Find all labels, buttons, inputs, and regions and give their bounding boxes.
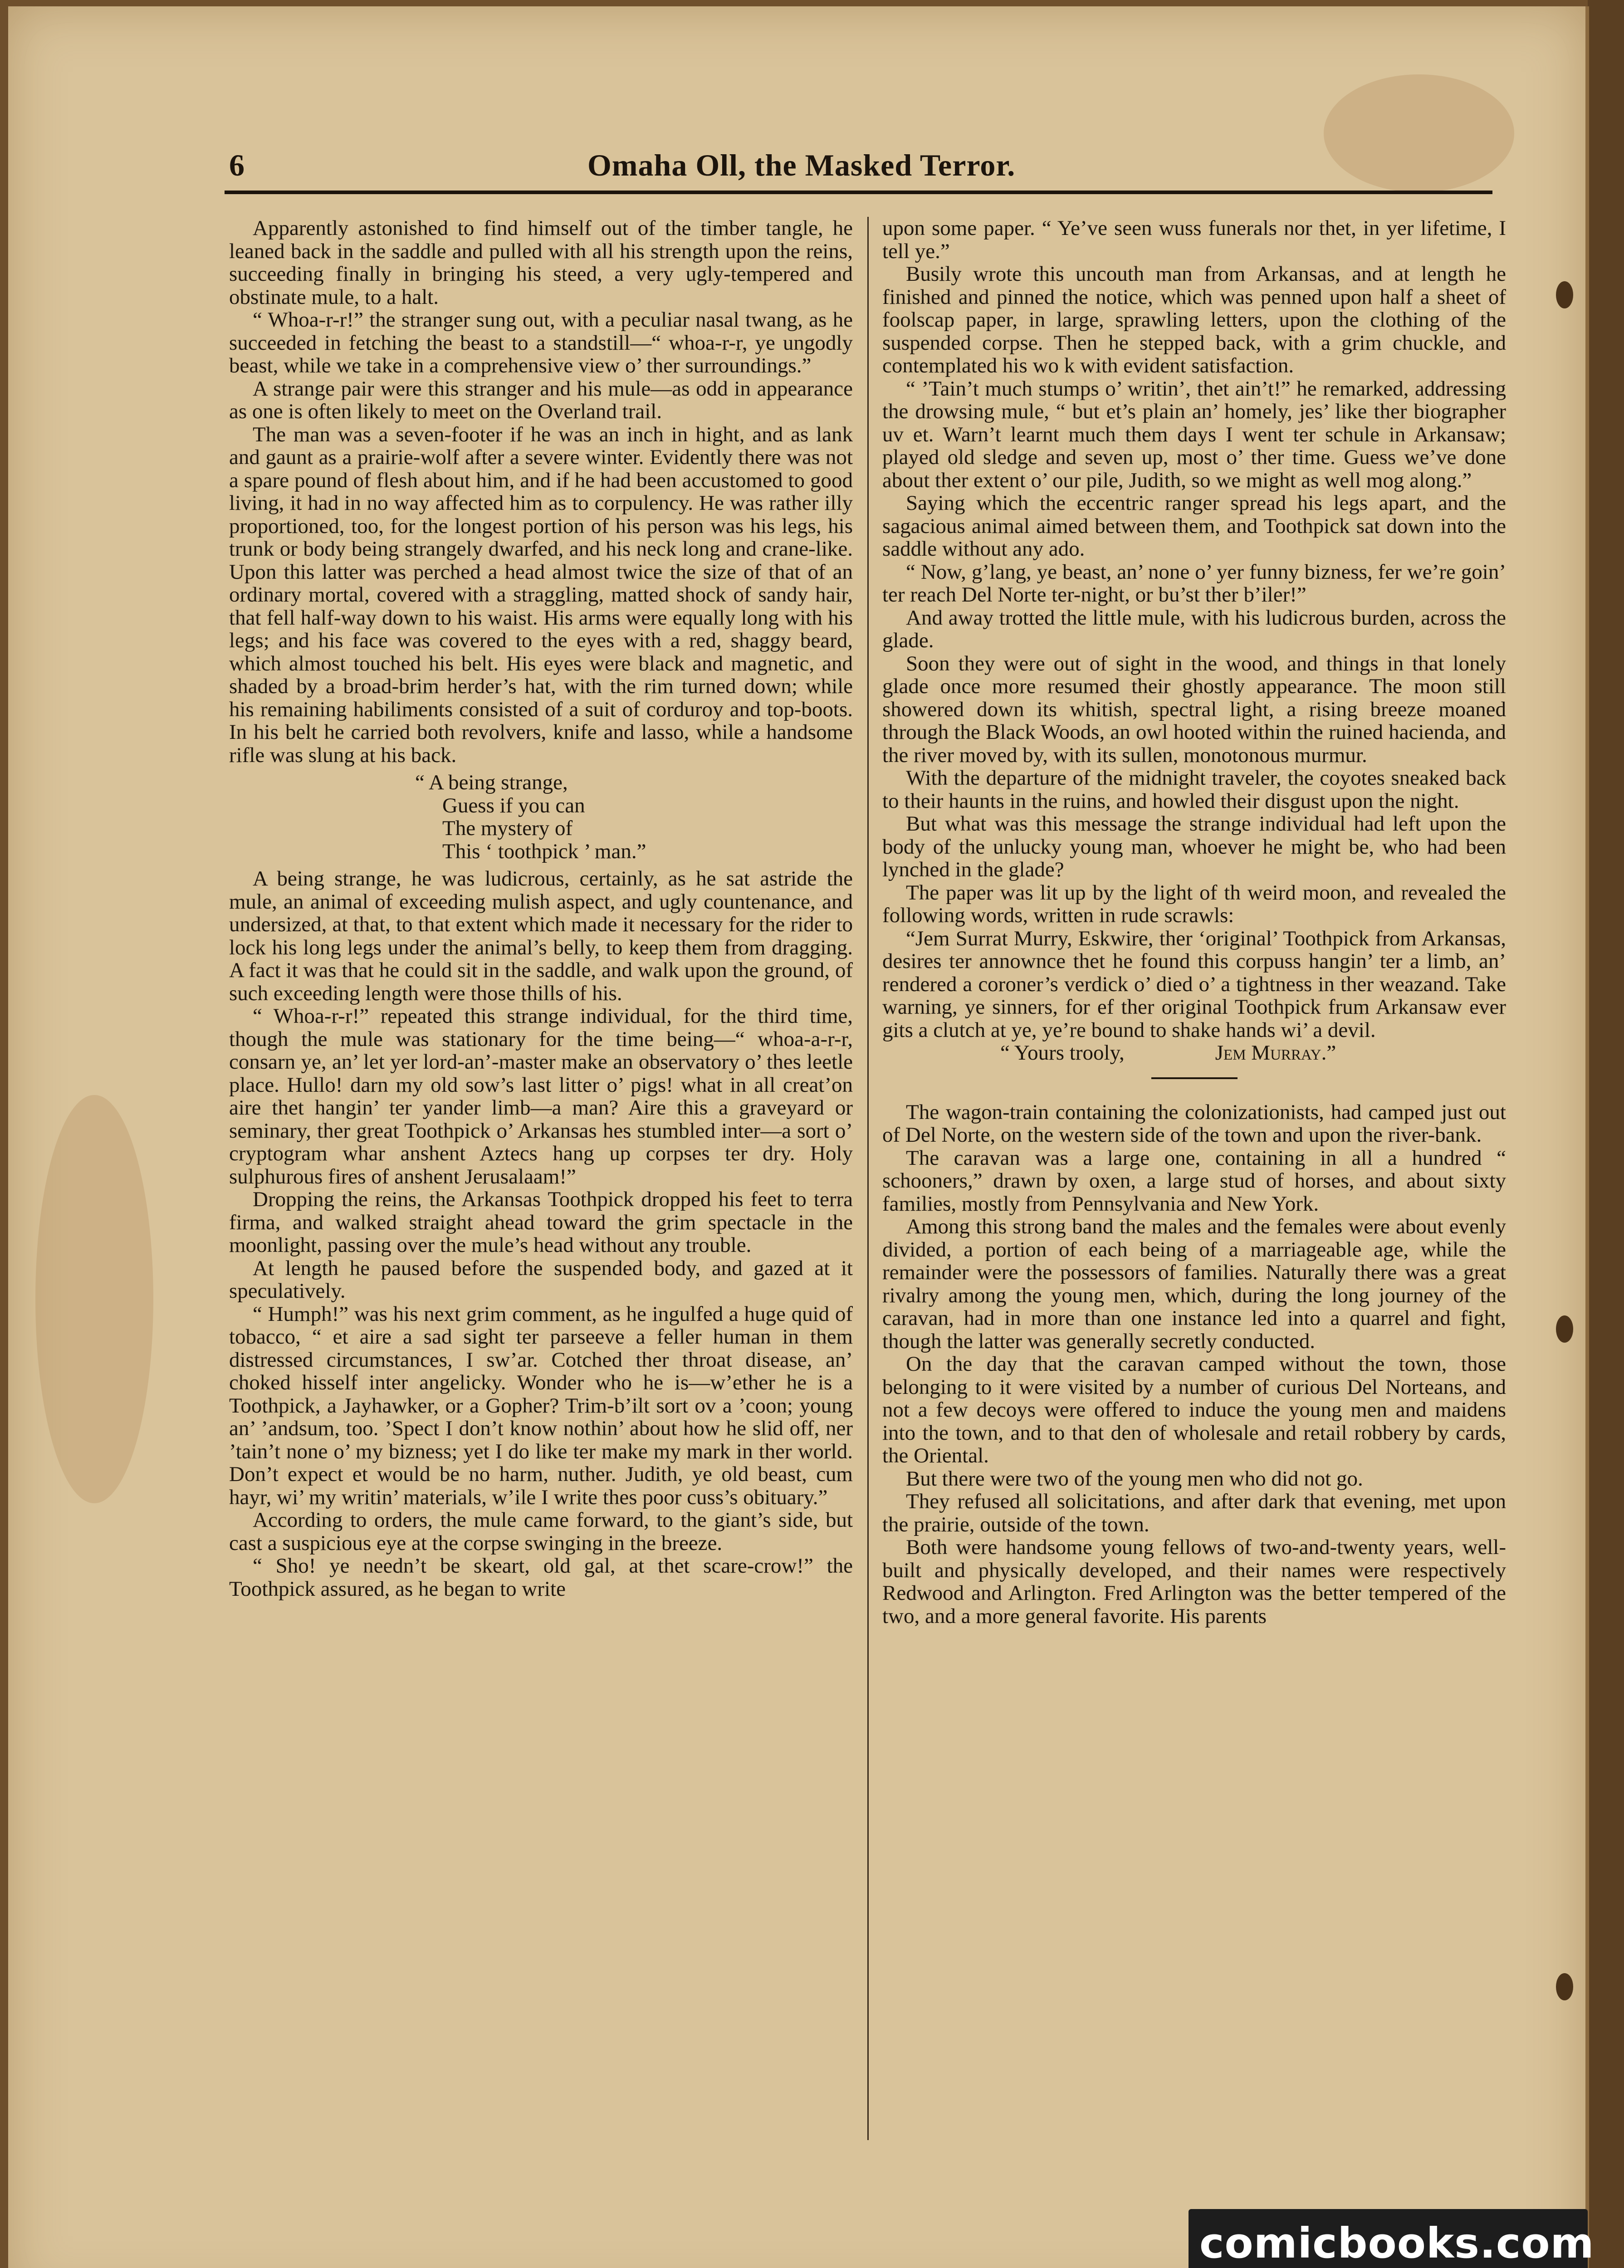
paragraph: The wagon-train containing the colonizationists, had camped just out of Del Norte, on the western side of the town and upon the river-bank.: [882, 1100, 1506, 1147]
running-title: Omaha Oll, the Masked Terror.: [587, 148, 1016, 182]
paragraph: The man was a seven-footer if he was an inch in hight, and as lank and gaunt as a prairie-wolf after a severe winter. Evidently there was not a spare pound of flesh about him, and if he had been accustomed to good living, it had in no way affected him as to corpulency. He was rather illy proportioned, too, for the longest portion of his person was his legs, his trunk or body being strangely dwarfed, and his neck long and crane-like. Upon this latter was perched a head almost twice the size of that of an ordinary mortal, covered with a straggling, matted shock of sandy hair, that fell half-way down to his waist. His arms were equally long with his legs; and his face was covered to the eyes with a red, shaggy beard, which almost touched his belt. His eyes were black and magnetic, and shaded by a broad-brim herder’s hat, with the rim turned down; while his remaining habiliments consisted of a suit of corduroy and top-boots. In his belt he carried both revolvers, knife and lasso, while a handsome rifle was slung at his back.: [229, 422, 853, 767]
paragraph: “ Sho! ye needn’t be skeart, old gal, at thet scare-crow!” the Toothpick assured, as he began to write: [229, 1554, 853, 1601]
paragraph: “ ’Tain’t much stumps o’ writin’, thet ain’t!” he remarked, addressing the drowsing mule, “ but et’s plain an’ homely, jes’ like ther biographer uv et. Warn’t learnt much them days I went ter schule in Arkansaw; played old sledge and seven up, most o’ ther time. Guess we’ve done about ther extent o’ our pile, Judith, so we might as well mog along.”: [882, 376, 1506, 492]
signoff: [882, 1041, 1506, 1065]
paragraph: The caravan was a large one, containing in all a hundred “ schooners,” drawn by oxen, a large stud of horses, and about sixty families, mostly from Pennsylvania and New York.: [882, 1146, 1506, 1216]
paragraph: But what was this message the strange individual had left upon the body of the unlucky young man, whoever he might be, who had been lynched in the glade?: [882, 812, 1506, 881]
right-column: [882, 217, 1506, 2149]
watermark: [1189, 2209, 1595, 2268]
page-fold: [1585, 6, 1589, 2268]
paragraph: Busily wrote this uncouth man from Arkansas, and at length he finished and pinned the notice, which was penned upon half a sheet of foolscap paper, in large, sprawling letters, upon the clothing of the suspended corpse. Then he stepped back, with a grim chuckle, and contemplated his wo k with evident satisfaction.: [882, 262, 1506, 377]
signoff-text: “ Yours trooly,: [1000, 1041, 1125, 1065]
paragraph: Among this strong band the males and the females were about evenly divided, a portion of each being of a marriageable age, while the remainder were the possessors of families. Naturally there was a great rivalry among the young men, which, during the long journey of the caravan, had in more than one instance led into a quarrel and fight, though the latter was generally secretly conducted.: [882, 1215, 1506, 1353]
paragraph: “ Now, g’lang, ye beast, an’ none o’ yer funny bizness, fer we’re goin’ ter reach Del Norte ter-night, or bu’st ther b’iler!”: [882, 560, 1506, 606]
section-divider: [1151, 1077, 1238, 1079]
paragraph: With the departure of the midnight traveler, the coyotes sneaked back to their haunts in the ruins, and howled their disgust upon the night.: [882, 766, 1506, 813]
paragraph: They refused all solicitations, and after dark that evening, met upon the prairie, outside of the town.: [882, 1490, 1506, 1536]
paragraph: But there were two of the young men who did not go.: [906, 1466, 1363, 1491]
paper-stain: [35, 1095, 153, 1503]
paragraph: On the day that the caravan camped without the town, those belonging to it were visited by a number of curious Del Norteans, and not a few decoys were offered to induce the young men and maidens into the town, and to that den of wholesale and retail robbery by cards, the Oriental.: [882, 1352, 1506, 1467]
verse-line: This ‘ toothpick ’ man.”: [442, 839, 646, 863]
paragraph: Apparently astonished to find himself out of the timber tangle, he leaned back in the saddle and pulled with all his strength upon the reins, succeeding finally in bringing his steed, a very ugly-tempered and obstinate mule, to a halt.: [229, 217, 853, 309]
verse-line: Guess if you can: [442, 793, 585, 817]
verse-line: The mystery of: [442, 816, 573, 840]
verse-line: “ A being strange,: [415, 771, 568, 794]
paragraph: upon some paper. “ Ye’ve seen wuss funerals nor thet, in yer lifetime, I tell ye.”: [882, 217, 1506, 263]
paragraph: And away trotted the little mule, with his ludicrous burden, across the glade.: [882, 606, 1506, 652]
binding-hole: [1556, 281, 1573, 308]
paragraph: “ Whoa-r-r!” repeated this strange individual, for the third time, though the mule was stationary for the time being—“ whoa-a-r-r, consarn ye, an’ let yer lord-an’-master make an observatory o’ thes leetle place. Hullo! darn my old sow’s last litter o’ pigs! what in all creat’on aire thet hangin’ ter yander limb—a man? Aire this a graveyard or seminary, ther great Toothpick o’ Arkansas hes stumbled inter—a sort o’ cryptogram whar anshent Aztecs hang up corpses ter dry. Holy sulphurous fires of anshent Jerusalaam!”: [229, 1004, 853, 1188]
paragraph: Saying which the eccentric ranger spread his legs apart, and the sagacious animal aimed between them, and Toothpick sat down into the saddle without any ado.: [882, 491, 1506, 561]
left-column: [229, 217, 853, 2149]
paragraph: A being strange, he was ludicrous, certainly, as he sat astride the mule, an animal of exceeding mulish aspect, and ugly countenance, and undersized, at that, to that extent which made it necessary for the rider to lock his long legs under the animal’s belly, to keep them from dragging. A fact it was that he could sit in the saddle, and walk upon the ground, of such exceeding length were those thills of his.: [229, 867, 853, 1005]
binding-hole: [1556, 1315, 1573, 1343]
paragraph: “ Whoa-r-r!” the stranger sung out, with a peculiar nasal twang, as he succeeded in fetching the beast to a standstill—“ whoa-r-r, ye ungodly beast, while we take in a comprehensive view o’ ther surroundings.”: [229, 308, 853, 377]
paragraph: According to orders, the mule came forward, to the giant’s side, but cast a suspicious eye at the corpse swinging in the breeze.: [229, 1508, 853, 1555]
page-number: 6: [229, 148, 245, 182]
paragraph: A strange pair were this stranger and his mule—as odd in appearance as one is often likely to meet on the Overland trail.: [229, 376, 853, 423]
paragraph: Dropping the reins, the Arkansas Toothpick dropped his feet to terra firma, and walked straight ahead toward the grim spectacle in the moonlight, passing over the mule’s head without any trouble.: [229, 1188, 853, 1257]
paragraph: Soon they were out of sight in the wood, and things in that lonely glade once more resumed their ghostly appearance. The moon still showered down its whitish, spectral light, a rising breeze moaned through the Black Woods, an owl hooted within the ruined hacienda, and the river moved by, with its sullen, monotonous murmur.: [882, 651, 1506, 767]
watermark-text: comicbooks.com: [1199, 2219, 1595, 2268]
adjacent-page-edge: [1588, 0, 1624, 2268]
header-rule: [225, 191, 1492, 194]
binding-hole: [1556, 1973, 1573, 2000]
paragraph: At length he paused before the suspended body, and gazed at it speculatively.: [229, 1256, 853, 1303]
paragraph: “ Humph!” was his next grim comment, as he ingulfed a huge quid of tobacco, “ et aire a sad sight ter parseeve a feller human in them distressed circumstances, I sw’ar. Cotched ther throat disease, an’ choked hisself inter angelicky. Wonder who he is—w’ether he is a Toothpick, a Jayhawker, or a Gopher? Trim-b’ilt sort ov a ’coon; young an’ ’andsum, too. ’Spect I don’t know nothin’ about how he slid off, ner ’tain’t none o’ my bizness; yet I do like ter make my mark in ther world. Don’t expect et would be no harm, nuther. Judith, ye old beast, cum hayr, wi’ my writin’ materials, w’ile I write thes poor cuss’s obituary.”: [229, 1302, 853, 1509]
paragraph: Both were handsome young fellows of two-and-twenty years, well-built and physically developed, and their names were respectively Redwood and Arlington. Fred Arlington was the better tempered of the two, and a more general favorite. His parents: [882, 1535, 1506, 1628]
verse: [415, 771, 853, 863]
signoff-name: Jem Murray.”: [1215, 1041, 1336, 1065]
paragraph: “Jem Surrat Murry, Eskwire, ther ‘original’ Toothpick from Arkansas, desires ter annownce thet he found this corpuss hangin’ ter a limb, an’ rendered a coroner’s verdick o’ died o’ a tightness in ther weazand. Take warning, ye sinners, for ef ther original Toothpick frum Arkansaw ever gits a clutch at ye, ye’re bound to shake hands wi’ a devil.: [882, 926, 1506, 1042]
column-divider: [867, 217, 869, 2140]
page-header: [229, 147, 1495, 188]
paragraph: The paper was lit up by the light of th weird moon, and revealed the following words, written in rude scrawls:: [882, 880, 1506, 927]
